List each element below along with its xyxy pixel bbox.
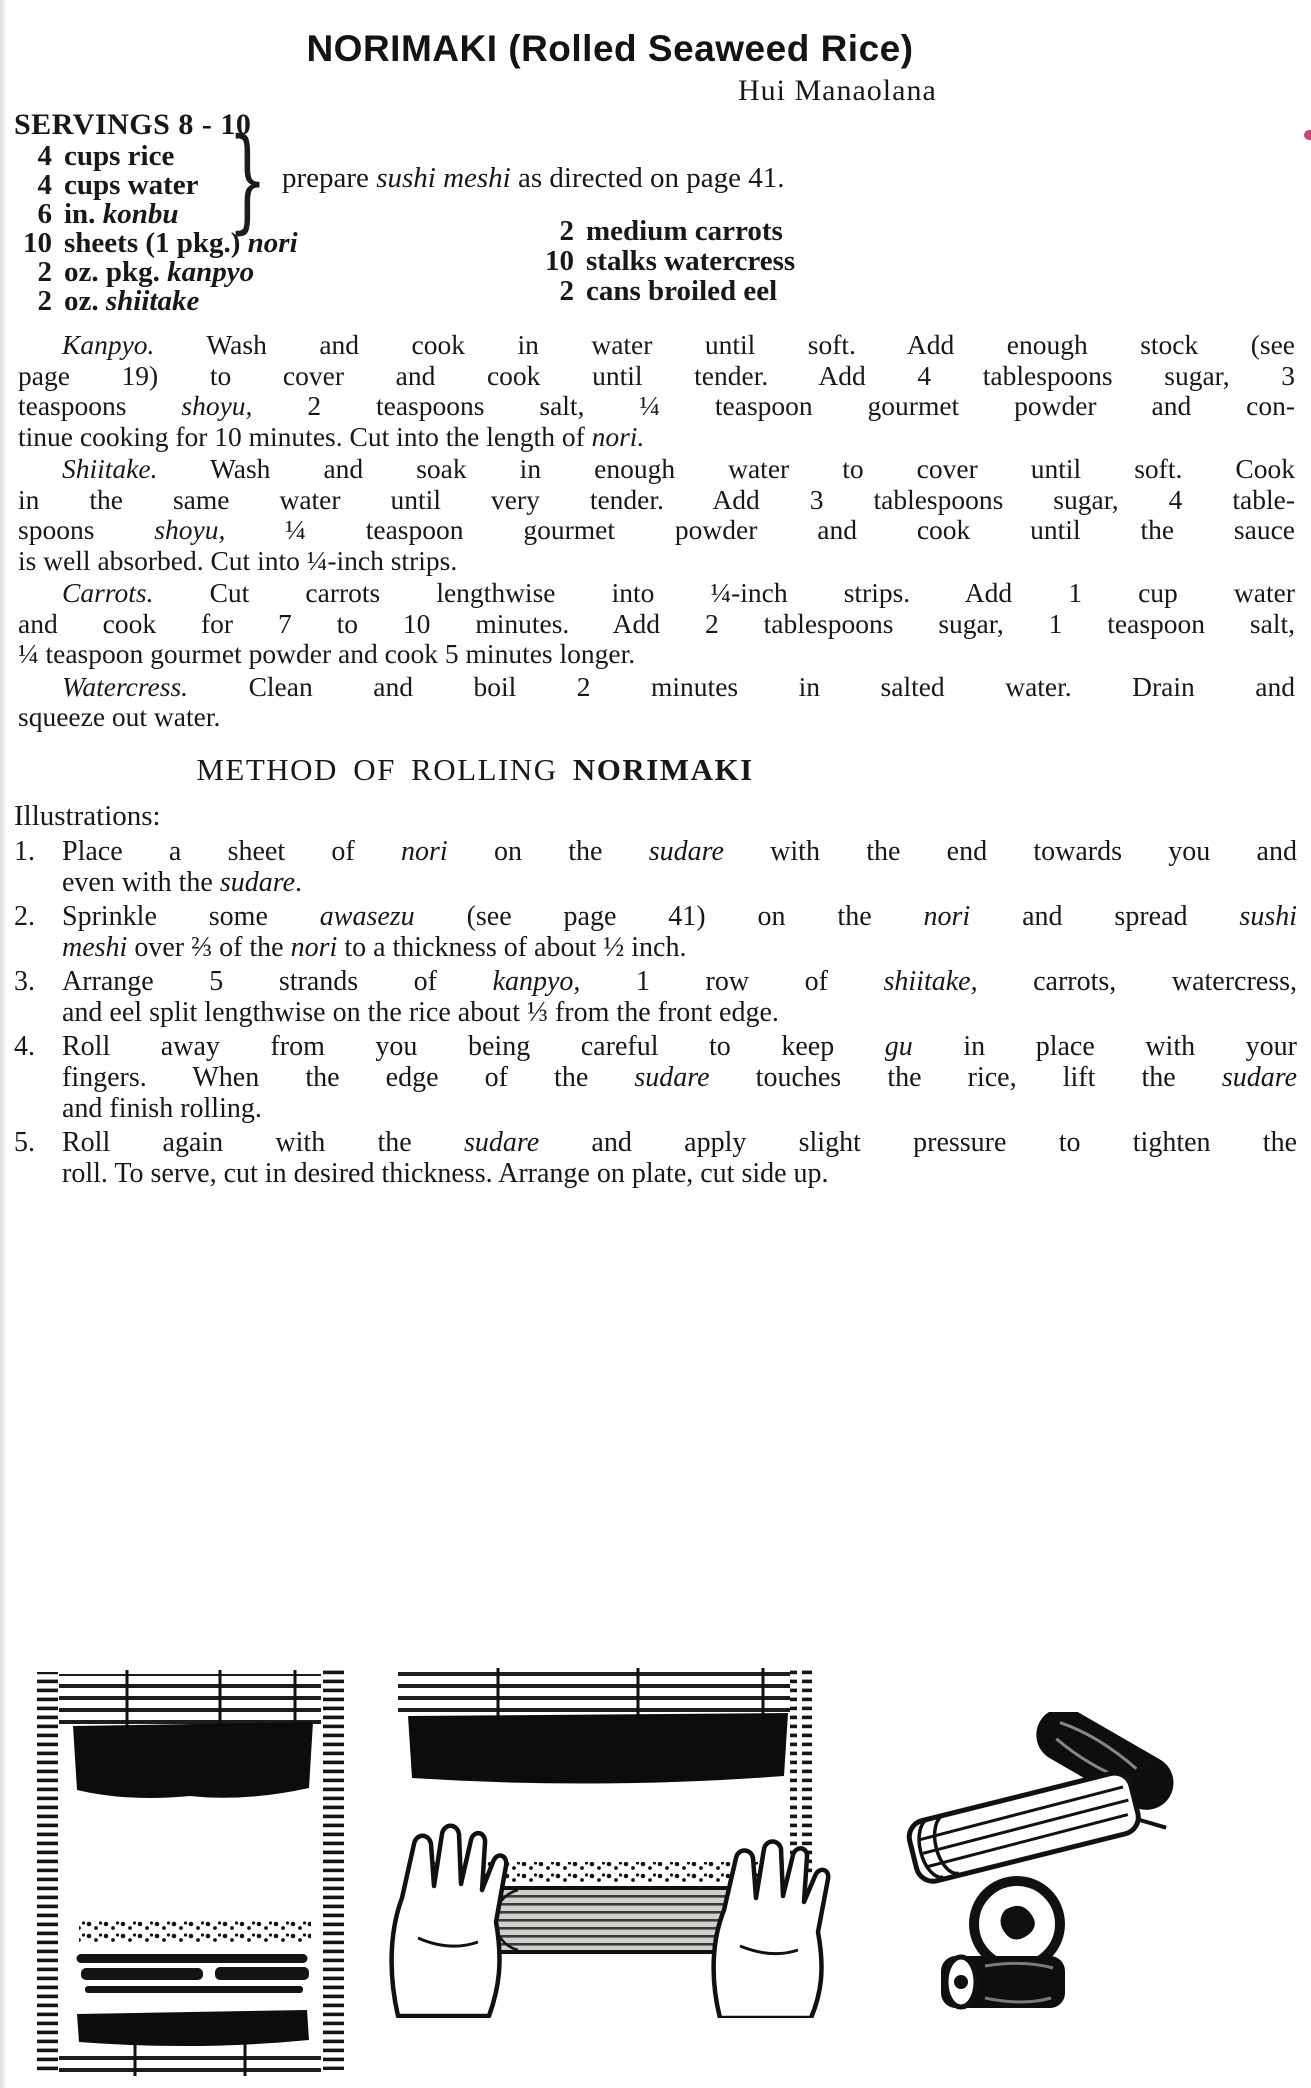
ingredient-qty: 2 (559, 275, 574, 307)
mat-stitched-edge-left (35, 1672, 59, 2074)
text-line: teaspoons shoyu, 2 teaspoons salt, ¼ teaspoon gourmet powder and con- (18, 390, 1295, 421)
ingredient-text: oz. pkg. (64, 256, 160, 288)
text-line: Arrange 5 strands of kanpyo, 1 row of shiitake, carrots, watercress, (62, 966, 1298, 997)
ingredient-italic: nori (247, 227, 298, 259)
step-number: 4. (14, 1031, 35, 1062)
method-steps (14, 836, 1297, 1192)
brace-icon: } (228, 115, 268, 245)
mat-slats-bottom (59, 2048, 321, 2074)
ingredient-row (540, 276, 795, 306)
ingredient-text: cups rice (64, 140, 175, 172)
text-line: Sprinkle some awasezu (see page 41) on the nori and spread sushi (62, 901, 1297, 932)
text-line: and finish rolling. (62, 1093, 262, 1124)
text-line: and cook for 7 to 10 minutes. Add 2 tablespoons sugar, 1 teaspoon salt, (18, 607, 1295, 639)
ingredient-qty: 2 (37, 285, 52, 317)
text-line: spoons shoyu, ¼ teaspoon gourmet powder and cook until the sauce (18, 514, 1296, 545)
ingredient-text: cups water (64, 169, 199, 201)
step-item-4 (14, 1031, 1297, 1124)
cut-norimaki-illustration (905, 1712, 1175, 2032)
step-text (62, 1127, 1297, 1189)
ingredient-qty: 2 (559, 215, 574, 247)
step-text (62, 1031, 1297, 1124)
method-heading (0, 752, 950, 788)
step-number: 2. (14, 901, 35, 932)
ingredient-row (14, 287, 298, 316)
filling-strip (215, 1967, 309, 1980)
ingredient-list-right (540, 216, 795, 306)
figure-rolled-sudare-and-cut-pieces (905, 1712, 1175, 2037)
ingredient-qty: 4 (37, 140, 52, 172)
ingredient-text: medium carrots (586, 215, 783, 247)
paragraph-kanpyo (18, 330, 1295, 452)
preparation-paragraphs (18, 330, 1295, 735)
filling-strip (77, 1954, 308, 1963)
text-line: is well absorbed. Cut into ¼-inch strips. (18, 544, 458, 576)
text-line: Roll away from you being careful to keep gu in place with your (62, 1031, 1297, 1062)
nori-sheet (408, 1713, 788, 1784)
figure-sudare-with-nori-and-fillings (35, 1668, 345, 2083)
text-line: even with the sudare. (62, 867, 303, 898)
ingredient-qty: 4 (37, 169, 52, 201)
nori-sheet (73, 1722, 313, 1798)
mat-slats-top (398, 1672, 790, 1716)
ingredient-qty: 6 (37, 198, 52, 230)
paragraph-watercress (18, 672, 1295, 733)
mat-slats-top (59, 1674, 321, 1724)
step-number: 1. (14, 836, 35, 867)
paragraph-carrots (18, 578, 1295, 670)
text-line: ¼ teaspoon gourmet powder and cook 5 minutes longer. (18, 638, 636, 669)
sudare-illustration (35, 1668, 345, 2078)
step-item-5 (14, 1127, 1297, 1189)
ingredient-qty: 10 (545, 245, 574, 277)
ingredient-text: sheets (1 pkg.) (64, 227, 241, 259)
method-heading-regular: METHOD OF ROLLING (196, 752, 573, 787)
ingredient-italic: kanpyo (167, 256, 255, 288)
ingredients-note (282, 162, 1042, 195)
text-line: prepare sushi meshi as directed on page 41. (282, 162, 785, 194)
filling-strip (85, 1986, 303, 1993)
filling-strip (81, 1968, 203, 1980)
text-line: Carrots. Cut carrots lengthwise into ¼-inch strips. Add 1 cup water (62, 577, 1295, 608)
nori-band-lower (77, 2010, 309, 2046)
text-line: Watercress. Clean and boil 2 minutes in salted water. Drain and (62, 670, 1295, 702)
text-line: Place a sheet of nori on the sudare with the end towards you and (62, 836, 1297, 867)
pencil-mark (1304, 130, 1311, 140)
figure-hands-rolling-sudare (368, 1668, 898, 2023)
mat-stitched-edge-right (790, 1668, 812, 1873)
text-line: and eel split lengthwise on the rice about ⅓ from the front edge. (62, 997, 779, 1028)
cut-norimaki-slice (974, 1881, 1060, 1967)
step-text (62, 901, 1297, 963)
paragraph-shiitake (18, 454, 1295, 576)
ingredient-qty: 10 (23, 227, 52, 259)
ingredient-text: stalks watercress (586, 245, 796, 277)
illustrations-label: Illustrations: (14, 800, 161, 832)
step-item-1 (14, 836, 1297, 898)
ingredient-italic: shiitake (105, 285, 200, 317)
step-text (62, 836, 1297, 898)
text-line: tinue cooking for 10 minutes. Cut into the length of nori. (18, 420, 645, 452)
ingredient-text: oz. (64, 285, 99, 317)
text-line: in the same water until very tender. Add 3 tablespoons sugar, 4 table- (18, 483, 1295, 515)
ingredient-text: in. (64, 198, 96, 230)
servings-line: SERVINGS 8 - 10 (14, 108, 252, 141)
ingredient-row (540, 246, 795, 276)
left-hand (392, 1826, 507, 2016)
rice-ridge (79, 1920, 311, 1944)
text-line: Roll again with the sudare and apply slight pressure to tighten the (62, 1127, 1298, 1158)
mat-stitched-edge-right (321, 1668, 345, 2070)
hands-rolling-illustration (368, 1668, 898, 2018)
text-line: meshi over ⅔ of the nori to a thickness of about ½ inch. (62, 932, 687, 963)
step-item-3 (14, 966, 1297, 1028)
ingredient-text: cans broiled eel (586, 275, 778, 307)
cut-norimaki-piece (941, 1956, 1065, 2008)
rolled-sudare (905, 1759, 1168, 1888)
ingredient-italic: konbu (102, 198, 179, 230)
step-item-2 (14, 901, 1297, 963)
recipe-title: NORIMAKI (Rolled Seaweed Rice) (306, 28, 914, 69)
step-number: 3. (14, 966, 35, 997)
text-line: Kanpyo. Wash and cook in water until soft. Add enough stock (see (62, 329, 1295, 360)
text-line: roll. To serve, cut in desired thickness. Arrange on plate, cut side up. (62, 1158, 829, 1189)
ingredient-qty: 2 (37, 256, 52, 288)
text-line: Shiitake. Wash and soak in enough water to cover until soft. Cook (62, 453, 1295, 484)
ingredient-row (540, 216, 795, 246)
text-line: squeeze out water. (18, 701, 221, 732)
contributor-name: Hui Manaolana (738, 74, 937, 107)
ingredient-row (14, 258, 298, 287)
step-number: 5. (14, 1127, 35, 1158)
method-heading-bold: NORIMAKI (572, 752, 754, 787)
text-line: page 19) to cover and cook until tender. Add 4 tablespoons sugar, 3 (18, 359, 1295, 391)
step-text (62, 966, 1297, 1028)
text-line: fingers. When the edge of the sudare touches the rice, lift the sudare (62, 1062, 1297, 1093)
